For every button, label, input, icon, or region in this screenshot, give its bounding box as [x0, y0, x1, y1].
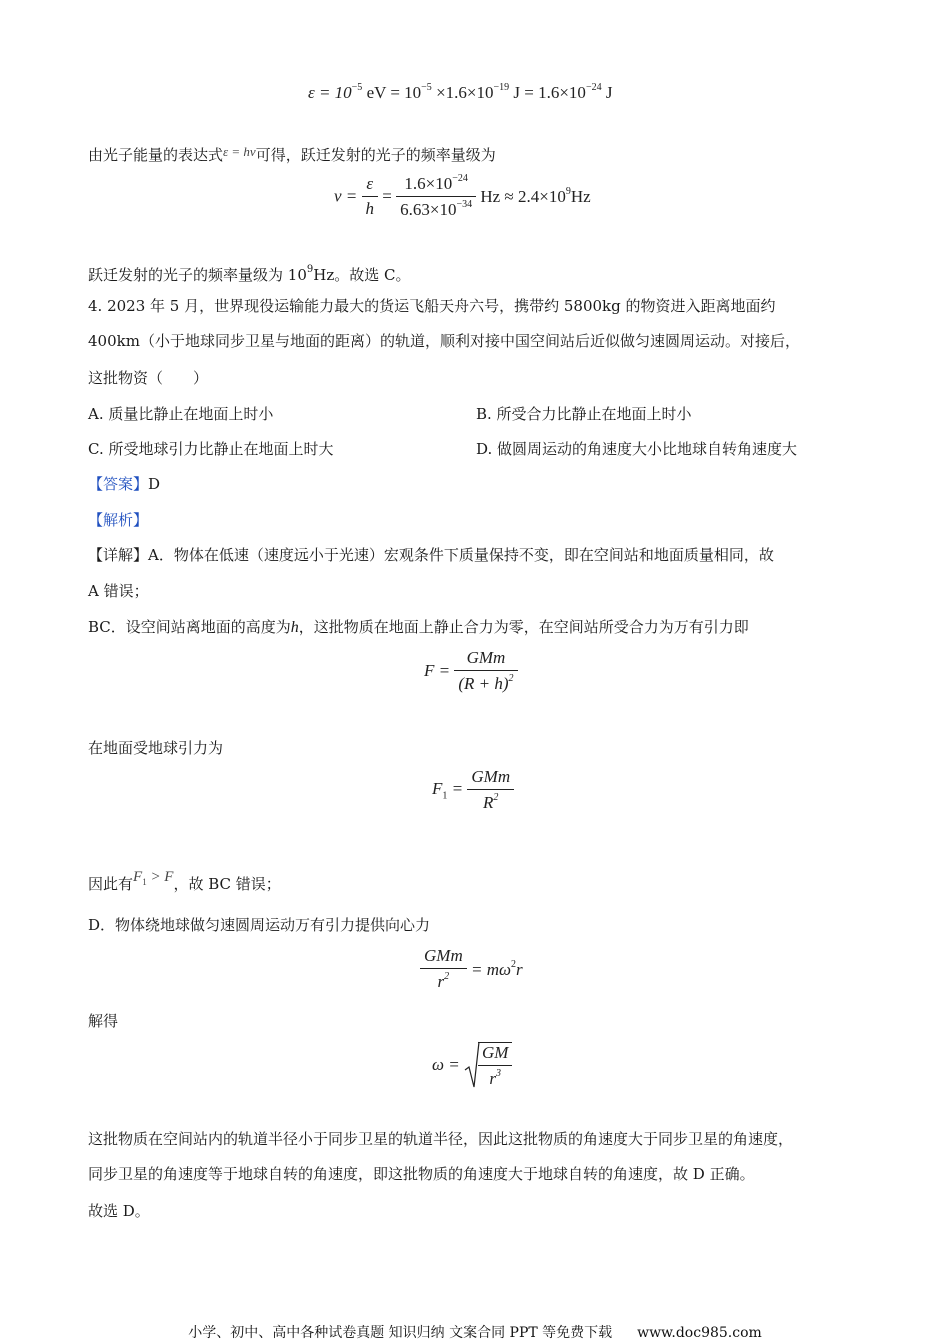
frequency-equation: ν = $\frac{\varepsilon}{h}$ = $\frac{1.6\times 10^{-24}}{6.63\times 10^{-34}}$ $Hz \approx 2.4\times 10^9Hz$	[334, 173, 591, 219]
page-footer	[0, 1322, 950, 1342]
text-span: 由光子能量的表达式	[88, 146, 224, 164]
eq-part: = mω	[470, 959, 511, 979]
text-span: A．物体在低速（速度远小于光速）宏观条件下质量保持不变，即在空间站和地面质量相同，故	[148, 546, 774, 564]
question-4-line-3: 这批物资（ ）	[88, 369, 209, 387]
therefore-line	[88, 866, 281, 895]
detail-label: 【详解】	[88, 546, 149, 564]
fraction	[454, 648, 517, 694]
eq-part: ω =	[432, 1055, 460, 1074]
fraction	[420, 946, 467, 992]
omega-equation	[432, 1040, 512, 1090]
eq-exp: −19	[493, 82, 510, 93]
eq-part: Hz ≈ 2.4×10	[480, 187, 566, 206]
eq-exp: −5	[351, 82, 363, 93]
eq-part: F =	[424, 661, 451, 680]
inline-formula: ε = hν	[223, 144, 256, 159]
conclusion-line	[88, 259, 410, 286]
text-span: 因此有	[88, 875, 134, 893]
detail-line-1	[88, 544, 774, 566]
photon-energy-line	[88, 141, 496, 166]
answer-label: 【答案】	[88, 475, 149, 493]
gravity-equation	[424, 648, 518, 694]
eq-part: ε = 10	[308, 83, 352, 102]
centripetal-equation: $\frac{\text{GMm}}{r^2}$ = $m\omega^2r$	[420, 946, 523, 992]
numerator: GMm	[420, 946, 467, 969]
text-span: Hz。故选 C。	[313, 266, 411, 284]
numerator: GMm	[467, 767, 514, 790]
footer-text: 小学、初中、高中各种试卷真题 知识归纳 文案合同 PPT 等免费下载	[188, 1325, 613, 1341]
final-line-1: 这批物质在空间站内的轨道半径小于同步卫星的轨道半径，因此这批物质的角速度大于同步卫星的角速度，	[88, 1130, 794, 1148]
text-span: 跃迁发射的光子的频率量级为 10	[88, 266, 307, 284]
eq-part: J	[605, 83, 613, 102]
eq-exp: −5	[421, 82, 432, 93]
denominator: $6.63\times 10^{-34}$	[400, 199, 473, 219]
answer-line	[88, 473, 160, 495]
numerator: GM	[478, 1043, 512, 1066]
option-d: D. 做圆周运动的角速度大小比地球自转角速度大	[476, 440, 798, 458]
final-line-2: 同步卫星的角速度等于地球自转的角速度，即这批物质的角速度大于地球自转的角速度，故 D 正确。	[88, 1165, 755, 1183]
numerator: $1.6\times 10^{-24}$	[396, 173, 476, 197]
eq-exp: −24	[585, 82, 602, 93]
inline-formula: $F_1 > F$	[133, 869, 174, 887]
final-line-3: 故选 D。	[88, 1202, 150, 1220]
eq-part: eV = 10	[366, 83, 422, 102]
option-c: C. 所受地球引力比静止在地面上时大	[88, 440, 334, 458]
inline-var: h	[290, 619, 299, 636]
ground-gravity-equation: $F_1$ = $\frac{\text{GMm}}{R^2}$	[432, 767, 514, 813]
footer-link[interactable]: www.doc985.com	[637, 1325, 762, 1341]
analysis-label: 【解析】	[88, 511, 149, 529]
option-b: B. 所受合力比静止在地面上时小	[476, 405, 692, 423]
denominator: $(R + h)^2$	[458, 673, 514, 693]
text-span: ，这批物质在地面上静止合力为零，在空间站所受合力为万有引力即	[298, 618, 749, 636]
eq-part: ν =	[334, 186, 358, 206]
ground-gravity-line: 在地面受地球引力为	[88, 739, 224, 757]
question-4-line-2: 400km（小于地球同步卫星与地面的距离）的轨道，顺利对接中国空间站后近似做匀速圆周运动。对接后，	[88, 332, 800, 350]
numerator: ε	[362, 174, 379, 197]
fraction	[396, 173, 476, 220]
text-span: BC．设空间站离地面的高度为	[88, 618, 291, 636]
question-4-line-1: 4. 2023 年 5 月，世界现役运输能力最大的货运飞船天舟六号，携带约 5800kg 的物资进入距离地面约	[88, 297, 776, 315]
fraction	[478, 1042, 512, 1089]
sqrt-sign	[464, 1040, 512, 1090]
d-analysis-line: D．物体绕地球做匀速圆周运动万有引力提供向心力	[88, 916, 431, 934]
exp: 9	[306, 264, 314, 275]
eq-part: J = 1.6×10	[513, 83, 586, 102]
energy-equation	[308, 82, 612, 103]
eq-part: F	[432, 778, 443, 798]
fraction	[467, 767, 514, 813]
text-span: 可得，跃迁发射的光子的频率量级为	[255, 146, 496, 164]
bc-line	[88, 616, 749, 639]
solve-line: 解得	[88, 1012, 119, 1030]
text-span: ，故 BC 错误；	[173, 875, 281, 893]
denominator: $r^3$	[489, 1067, 502, 1088]
fraction	[362, 174, 379, 219]
denominator: $r^2$	[437, 971, 450, 991]
eq-part: ×1.6×10	[436, 83, 494, 102]
denominator: $R^2$	[483, 792, 499, 812]
answer-value: D	[148, 475, 161, 493]
detail-line-2: A 错误；	[88, 582, 149, 600]
option-a: A. 质量比静止在地面上时小	[88, 405, 274, 423]
numerator: GMm	[454, 648, 517, 671]
denominator: h	[365, 199, 375, 218]
